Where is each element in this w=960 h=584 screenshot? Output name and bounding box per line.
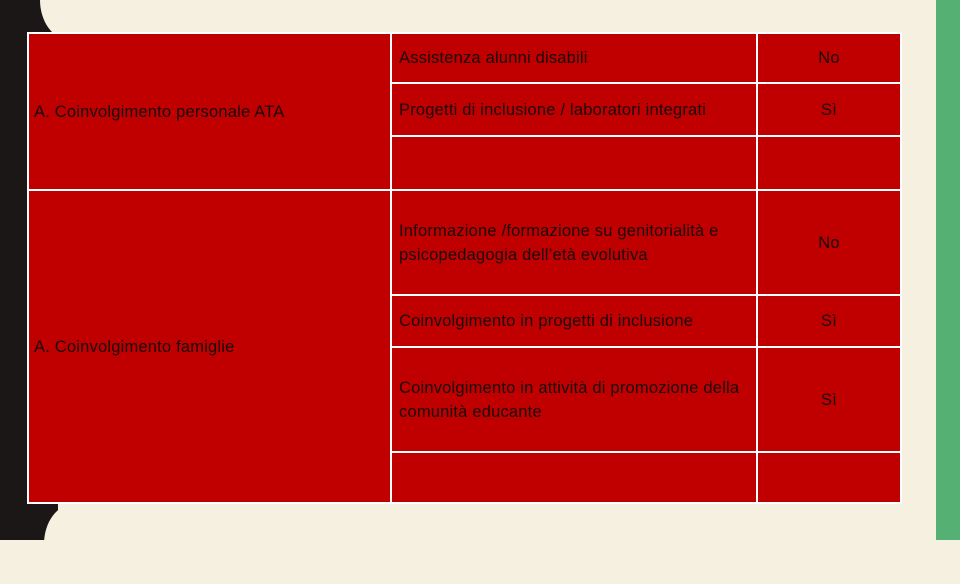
group-label-famiglie: A. Coinvolgimento famiglie	[34, 338, 235, 356]
table-row-value	[757, 452, 901, 503]
table-row-label	[391, 136, 757, 190]
table-border-bottom	[28, 502, 902, 504]
table-row-divider	[391, 346, 901, 348]
table-row-label: Assistenza alunni disabili	[391, 33, 757, 83]
right-accent-band	[936, 0, 960, 540]
table-row-label: Coinvolgimento in attività di promozione della comunità educante	[391, 347, 757, 452]
table-column-divider	[390, 32, 392, 504]
table-row-value: Sì	[757, 295, 901, 347]
table-row-value: No	[757, 190, 901, 295]
table-row-divider	[391, 294, 901, 296]
table-row-value	[757, 136, 901, 190]
table-border-left	[27, 32, 29, 504]
table-row-value: No	[757, 33, 901, 83]
group-label-ata: A. Coinvolgimento personale ATA	[34, 103, 285, 121]
table-row-value: Sì	[757, 83, 901, 136]
left-decor-curve-bottom	[44, 504, 104, 584]
table-border-top	[28, 32, 902, 34]
table-border-right	[900, 32, 902, 504]
table-row-label: Informazione /formazione su genitorialità e psicopedagogia dell’età evolutiva	[391, 190, 757, 295]
table-group-divider	[28, 189, 902, 191]
table-row-value: Sì	[757, 347, 901, 452]
table-row-label: Progetti di inclusione / laboratori integrati	[391, 83, 757, 136]
table-column-divider	[756, 32, 758, 504]
table-row-divider	[391, 451, 901, 453]
table-row-divider	[391, 135, 901, 137]
table-row-divider	[391, 82, 901, 84]
table-row-label: Coinvolgimento in progetti di inclusione	[391, 295, 757, 347]
table-row-label	[391, 452, 757, 503]
